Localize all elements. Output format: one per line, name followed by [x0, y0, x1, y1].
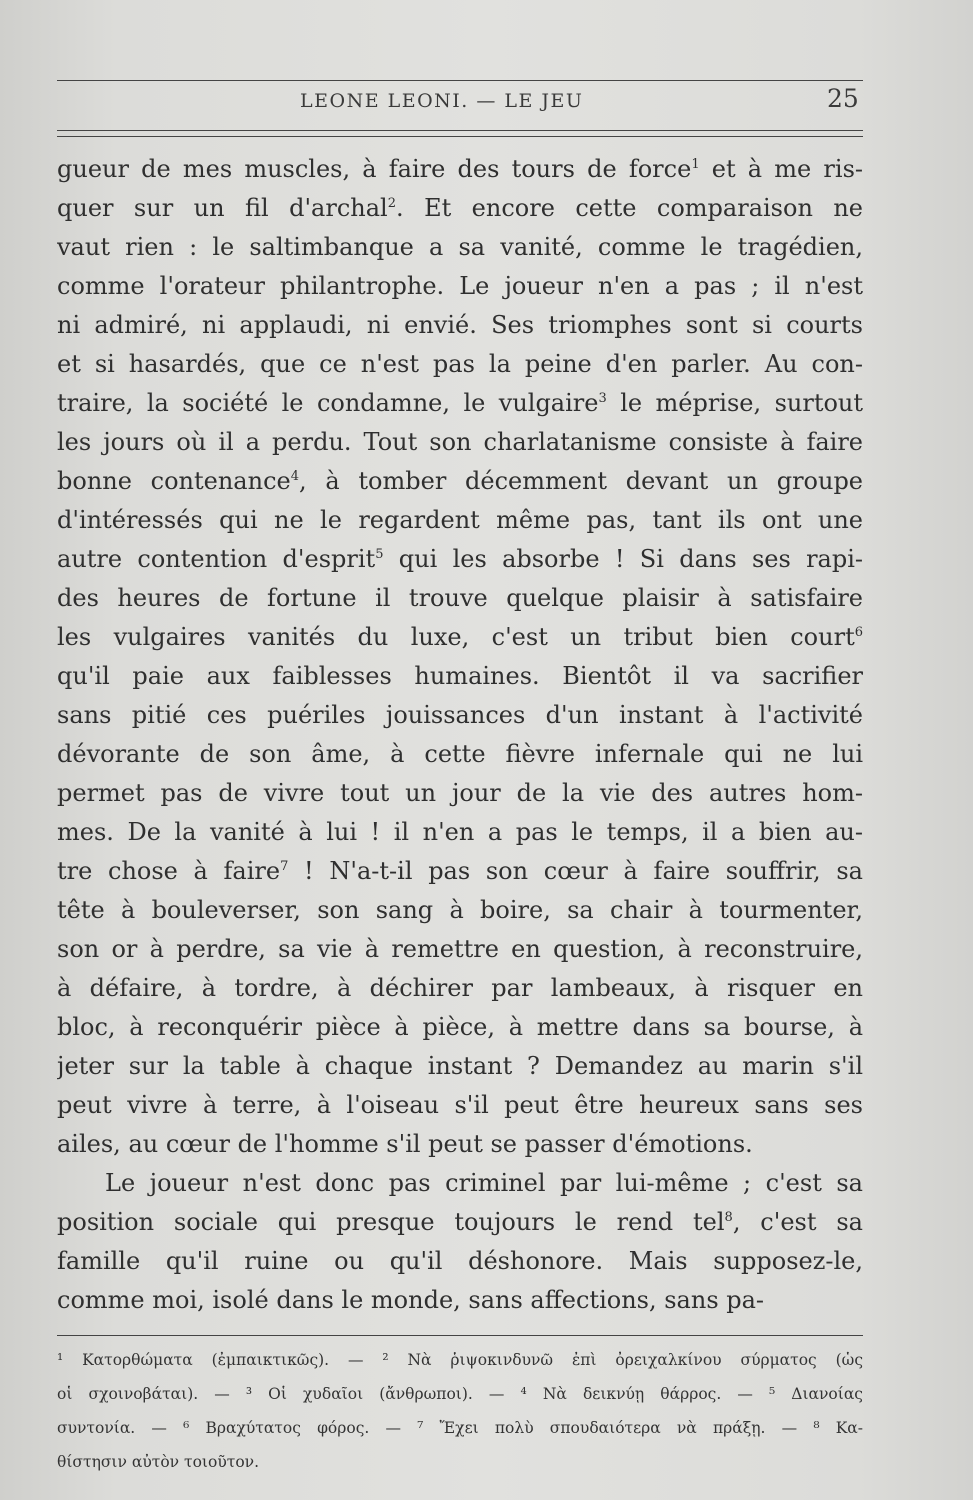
text-line — [57, 735, 863, 774]
text-line — [57, 1125, 863, 1164]
footnote-marker: 6 — [854, 625, 863, 640]
text-line — [57, 852, 863, 891]
text-line — [57, 1281, 863, 1320]
running-title: LEONE LEONI. — LE JEU — [300, 90, 584, 112]
text-segment: les vulgaires vanités du luxe, c'est un tribut bien court — [57, 623, 855, 651]
text-segment: , c'est sa — [732, 1208, 863, 1236]
text-segment: ni admiré, ni applaudi, ni envié. Ses triomphes sont si courts — [57, 311, 863, 339]
text-segment: gueur de mes muscles, à faire des tours de force — [57, 155, 692, 183]
text-line — [57, 462, 863, 501]
footnote-line: θίστησιν αὐτὸν τοιοῦτον. — [57, 1453, 259, 1471]
footnote-separator — [57, 1335, 863, 1336]
text-line — [57, 306, 863, 345]
text-line — [57, 267, 863, 306]
text-line — [57, 774, 863, 813]
text-segment: dévorante de son âme, à cette fièvre infernale qui ne lui — [57, 740, 863, 768]
text-segment: traire, la société le condamne, le vulgaire — [57, 389, 599, 417]
text-segment: comme l'orateur philantrophe. Le joueur n'en a pas ; il n'est — [57, 272, 863, 300]
text-line — [57, 1242, 863, 1281]
text-segment: des heures de fortune il trouve quelque plaisir à satisfaire — [57, 584, 863, 612]
text-line — [57, 813, 863, 852]
text-segment: à défaire, à tordre, à déchirer par lambeaux, à risquer en — [57, 974, 863, 1002]
text-segment: et à me ris- — [699, 155, 863, 183]
text-line — [57, 540, 863, 579]
text-segment: les jours où il a perdu. Tout son charlatanisme consiste à faire — [57, 428, 863, 456]
text-line — [57, 189, 863, 228]
text-segment: peut vivre à terre, à l'oiseau s'il peut être heureux sans ses — [57, 1091, 863, 1119]
footnote-marker: 1 — [691, 157, 700, 172]
text-segment: le méprise, surtout — [606, 389, 863, 417]
footnote-marker: 7 — [280, 859, 289, 874]
text-segment: mes. De la vanité à lui ! il n'en a pas le temps, il a bien au- — [57, 818, 863, 846]
footnote-marker: 3 — [598, 391, 607, 406]
footnote-line: ¹ Κατορθώματα (ἐμπαικτικῶς). — ² Νὰ ῥιψοκινδυνῶ ἐπὶ ὀρειχαλκίνου σύρματος (ὡς — [57, 1351, 863, 1369]
page-number: 25 — [827, 84, 859, 113]
text-line — [57, 1047, 863, 1086]
header-bottom-rule-thin — [57, 136, 863, 137]
text-line — [57, 618, 863, 657]
body-text — [57, 150, 863, 1320]
text-segment: , à tomber décemment devant un groupe — [299, 467, 863, 495]
text-segment: quer sur un fil d'archal — [57, 194, 388, 222]
text-line — [57, 579, 863, 618]
text-line — [57, 696, 863, 735]
text-segment: qui les absorbe ! Si dans ses rapi- — [383, 545, 863, 573]
text-segment: ! N'a-t-il pas son cœur à faire souffrir, sa — [288, 857, 863, 885]
text-line — [57, 1164, 863, 1203]
text-segment: comme moi, isolé dans le monde, sans affections, sans pa- — [57, 1286, 765, 1314]
text-segment: jeter sur la table à chaque instant ? Demandez au marin s'il — [57, 1052, 863, 1080]
header-bottom-rule — [57, 130, 863, 131]
text-line — [57, 1086, 863, 1125]
text-segment: permet pas de vivre tout un jour de la vie des autres hom- — [57, 779, 863, 807]
footnotes — [57, 1343, 863, 1479]
text-segment: qu'il paie aux faiblesses humaines. Bientôt il va sacrifier — [57, 662, 863, 690]
text-line — [57, 501, 863, 540]
text-segment: tre chose à faire — [57, 857, 281, 885]
text-segment: vaut rien : le saltimbanque a sa vanité, comme le tragédien, — [57, 233, 863, 261]
footnote-marker: 5 — [375, 547, 384, 562]
footnote-line: οἱ σχοινοβάται). — ³ Οἱ χυδαῖοι (ἄνθρωποι). — ⁴ Νὰ δεικνύῃ θάρρος. — ⁵ Διανοίας — [57, 1385, 863, 1403]
text-segment: autre contention d'esprit — [57, 545, 376, 573]
text-segment: et si hasardés, que ce n'est pas la peine d'en parler. Au con- — [57, 350, 863, 378]
text-segment: bonne contenance — [57, 467, 291, 495]
text-segment: Le joueur n'est donc pas criminel par lui-même ; c'est sa — [105, 1169, 863, 1197]
footnote-marker: 2 — [387, 196, 396, 211]
footnote-marker: 4 — [290, 469, 300, 484]
text-segment: position sociale qui presque toujours le rend tel — [57, 1208, 725, 1236]
text-segment: d'intéressés qui ne le regardent même pas, tant ils ont une — [57, 506, 863, 534]
text-line — [57, 969, 863, 1008]
text-segment: sans pitié ces puériles jouissances d'un instant à l'activité — [57, 701, 863, 729]
text-line — [57, 1008, 863, 1047]
text-line — [57, 930, 863, 969]
text-line — [57, 1203, 863, 1242]
text-line — [57, 891, 863, 930]
text-segment: tête à bouleverser, son sang à boire, sa chair à tourmenter, — [57, 896, 863, 924]
text-segment: famille qu'il ruine ou qu'il déshonore. Mais supposez-le, — [57, 1247, 863, 1275]
text-segment: bloc, à reconquérir pièce à pièce, à mettre dans sa bourse, à — [57, 1013, 863, 1041]
header-top-rule — [57, 80, 863, 81]
text-segment: ailes, au cœur de l'homme s'il peut se passer d'émotions. — [57, 1130, 753, 1158]
text-line — [57, 345, 863, 384]
footnote-line: συντονία. — ⁶ Βραχύτατος φόρος. — ⁷ Ἔχει πολὺ σπουδαιότερα νὰ πράξῃ. — ⁸ Κα- — [57, 1419, 863, 1437]
text-segment: son or à perdre, sa vie à remettre en question, à reconstruire, — [57, 935, 863, 963]
text-line — [57, 228, 863, 267]
text-line — [57, 384, 863, 423]
text-line — [57, 150, 863, 189]
footnote-marker: 8 — [724, 1210, 733, 1225]
text-line — [57, 657, 863, 696]
text-line — [57, 423, 863, 462]
text-segment: . Et encore cette comparaison ne — [396, 194, 863, 222]
